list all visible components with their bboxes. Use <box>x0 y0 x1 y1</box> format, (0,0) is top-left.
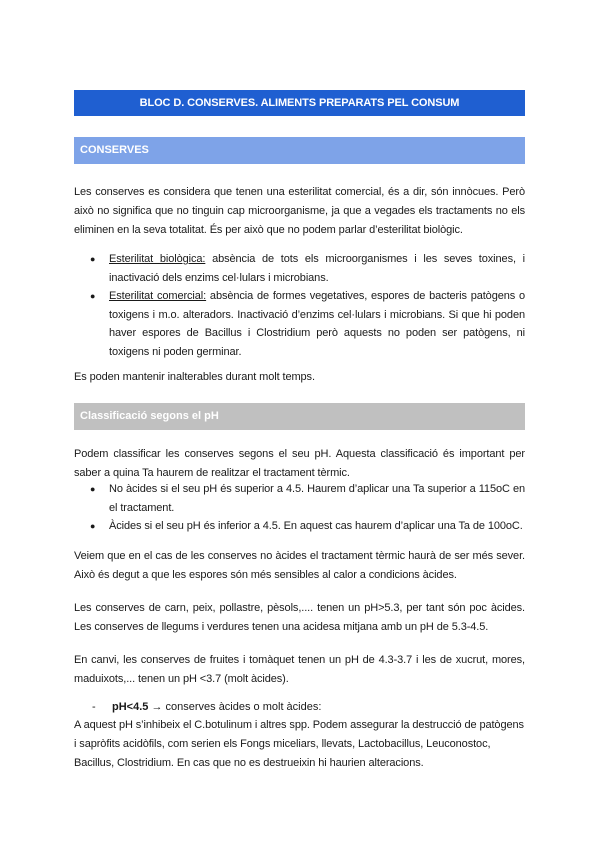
term-commercial-sterility: Esterilitat comercial: <box>109 290 207 302</box>
section-title-ph: Classificació segons el pH <box>80 410 219 422</box>
document-title: BLOC D. CONSERVES. ALIMENTS PREPARATS PEL CONSUM <box>139 97 460 109</box>
section-header-conserves <box>74 137 525 164</box>
section-title-conserves: CONSERVES <box>80 144 149 156</box>
ph-classification-list <box>90 480 525 536</box>
sterility-definitions-list <box>90 250 525 361</box>
definition-commercial-text: absència de formes vegetatives, espores de bacteris patògens o toxigens i m.o. alteradors. Inactivació d’enzims cel·lulars i microbians. Si que hi poden haver espores de Bacillus i Clostridium però aquests no poden ser patògens, ni toxigens ni poden germinar. <box>109 290 525 358</box>
ph-below-4-5-heading <box>92 698 321 716</box>
ph-intro-paragraph: Podem classificar les conserves segons el seu pH. Aquesta classificació és important per saber a quina Ta haurem de realitzar el tractament tèrmic. <box>74 448 525 479</box>
conserves-closing-paragraph: Es poden mantenir inalterables durant molt temps. <box>74 371 315 383</box>
definition-biological-sterility <box>90 250 525 287</box>
ph-below-4-5-label: pH<4.5 <box>112 701 149 713</box>
definition-commercial-sterility <box>90 287 525 361</box>
document-title-banner <box>74 90 525 116</box>
dash-marker: - <box>92 701 96 713</box>
section-header-ph <box>74 403 525 430</box>
ph-below-4-5-description: → conserves àcides o molt àcides: <box>148 701 322 713</box>
meat-vegetable-ph-paragraph: Les conserves de carn, peix, pollastre, pèsols,.... tenen un pH>5.3, per tant són poc àcides. Les conserves de llegums i verdures tenen una acidesa mitjana amb un pH de 5.3-4.5. <box>74 602 525 633</box>
ph-bullet-acidic: ● Àcides si el seu pH és inferior a 4.5. En aquest cas haurem d’aplicar una Ta de 100oC. <box>90 517 525 536</box>
non-acidic-treatment-paragraph: Veiem que en el cas de les conserves no àcides el tractament tèrmic haurà de ser més sever. Això és degut a que les espores són més sensibles al calor a condicions àcides. <box>74 550 525 581</box>
conserves-intro-paragraph: Les conserves es considera que tenen una esterilitat comercial, és a dir, són innòcues. Però això no significa que no tinguin cap microorganisme, ja que a vegades els tractaments no els eliminen en la seva totalitat. És per això que no podem parlar d’esterilitat biològic. <box>74 186 525 236</box>
ph-bullet-non-acidic: ● No àcides si el seu pH és superior a 4.5. Haurem d’aplicar una Ta superior a 115oC en el tractament. <box>90 480 525 517</box>
term-biological-sterility: Esterilitat biològica: <box>109 253 206 265</box>
fruit-ph-paragraph: En canvi, les conserves de fruites i tomàquet tenen un pH de 4.3-3.7 i les de xucrut, mores, maduixots,... tenen un pH <3.7 (molt àcides). <box>74 654 525 685</box>
definition-biological-text: absència de tots els microorganismes i les seves toxines, i inactivació dels enzims cel·lulars i microbians. <box>109 253 525 284</box>
acidic-effects-paragraph: A aquest pH s’inhibeix el C.botulinum i altres spp. Podem assegurar la destrucció de patògens i sapròfits acidòfils, com serien els Fongs miceliars, llevats, Lactobacillus, Leuconostoc, Bacillus, Clostridium. En cas que no es destrueixin hi haurien alteracions. <box>74 719 524 769</box>
